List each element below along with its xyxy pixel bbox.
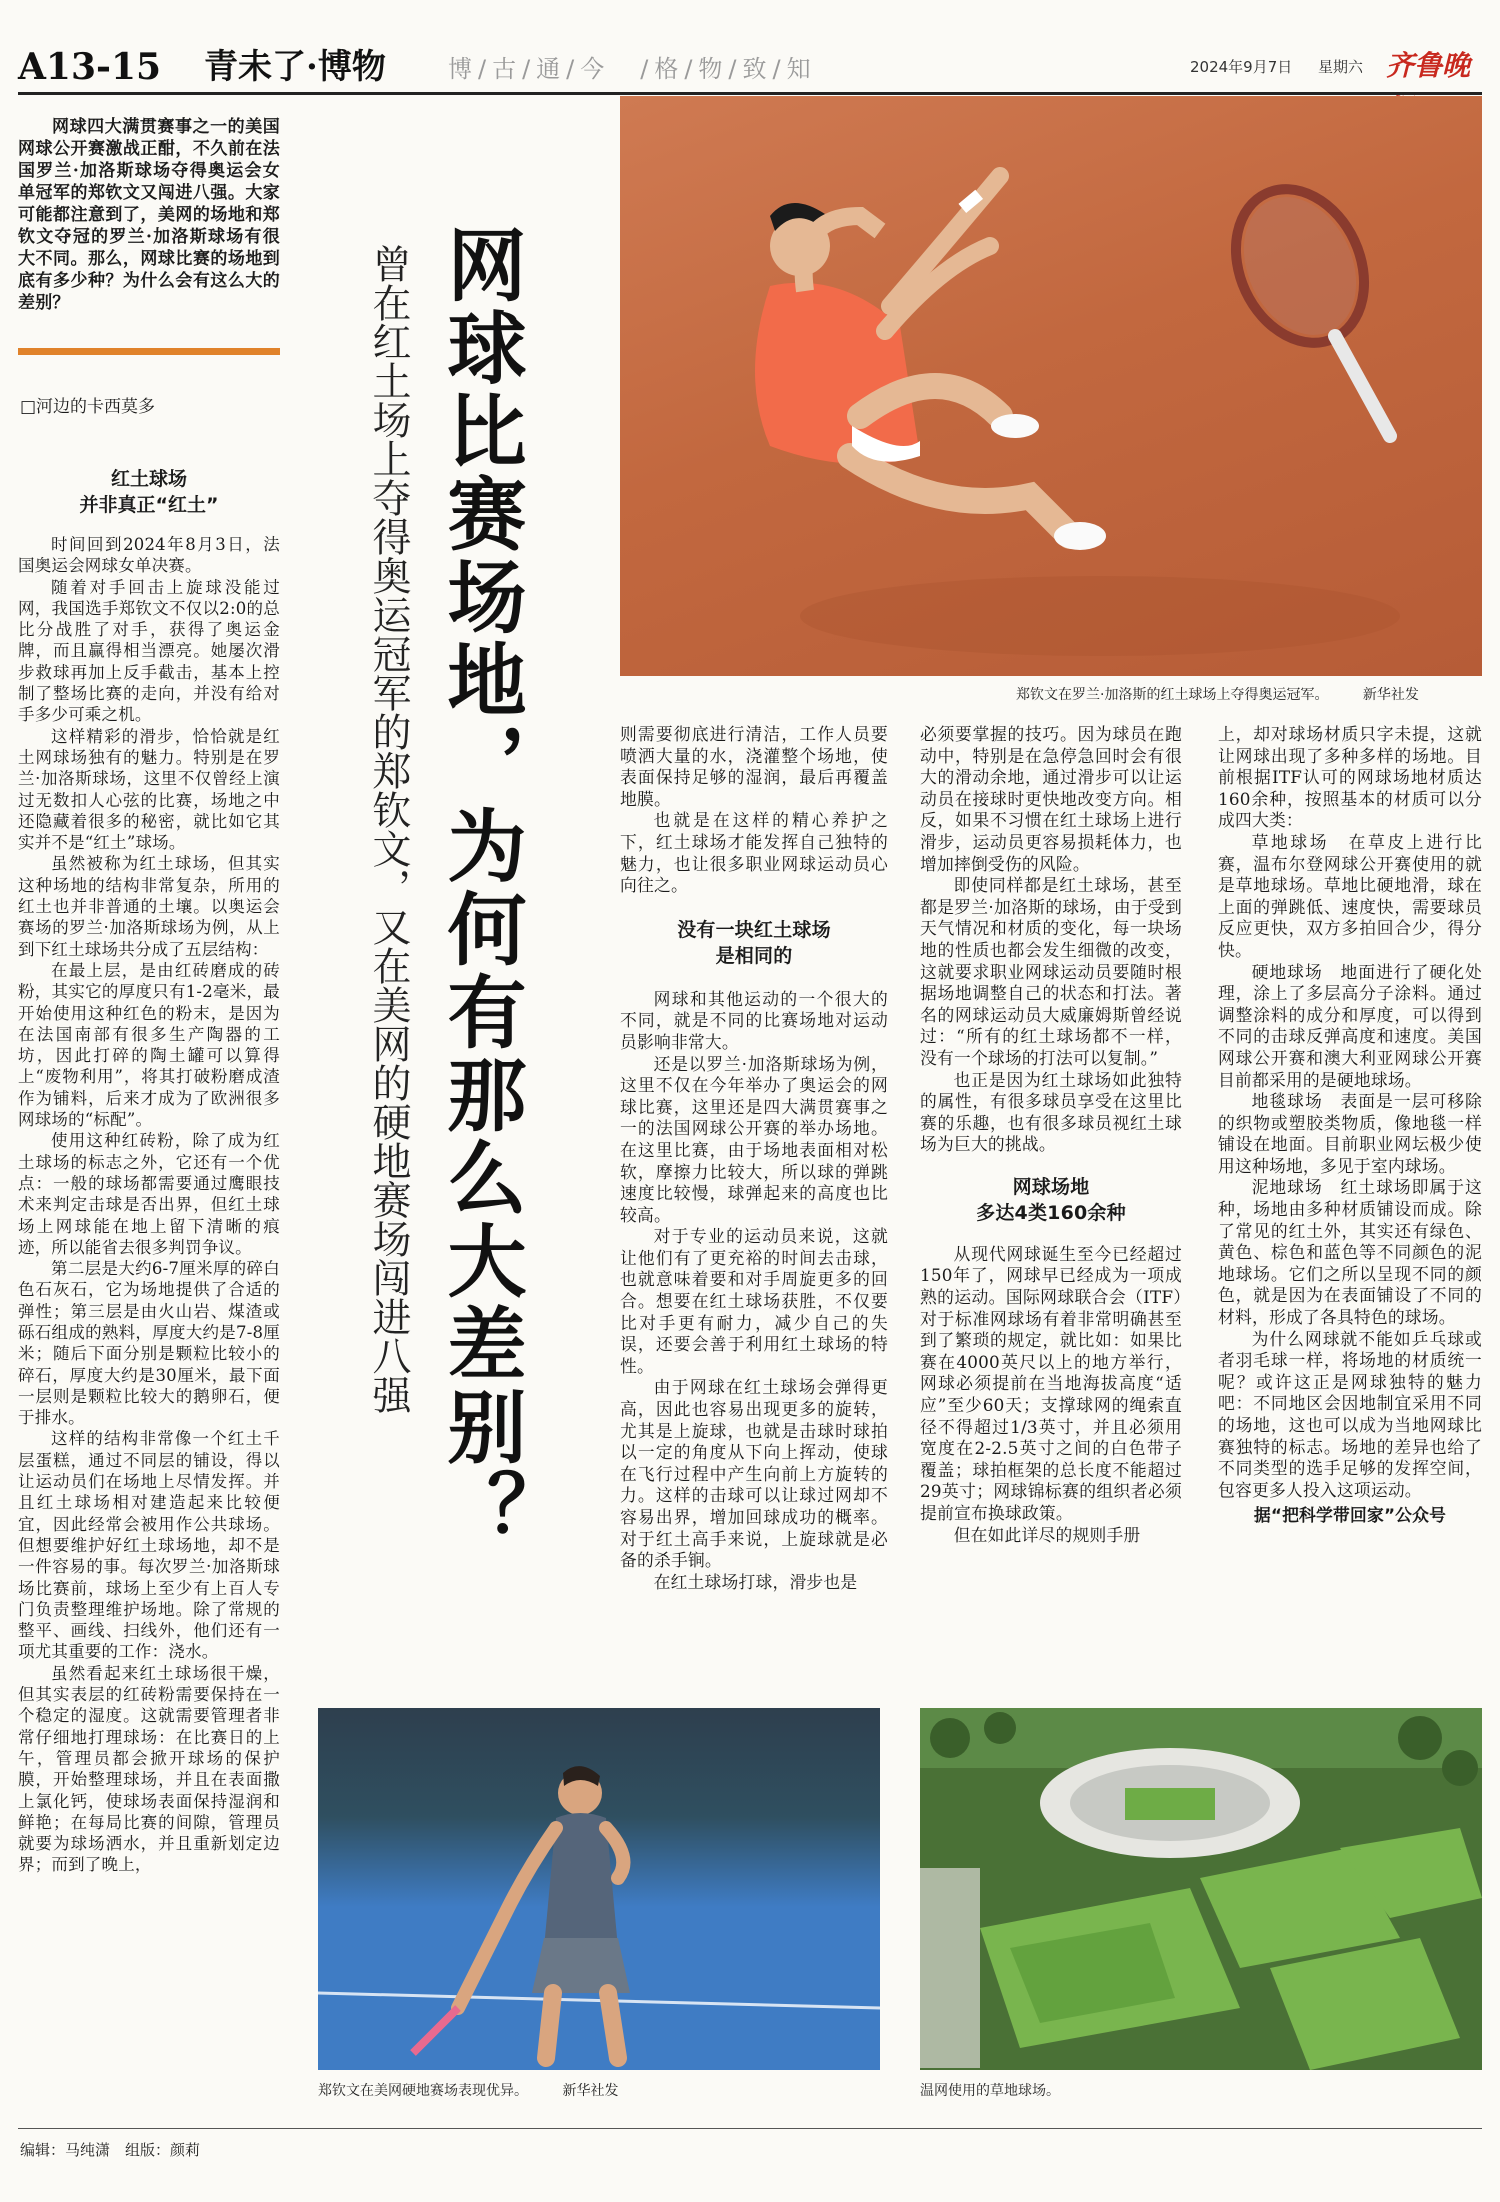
paragraph: 也正是因为红土球场如此独特的属性，有很多球员享受在这里比赛的乐趣，也有很多球员视红土球场为巨大的挑战。: [920, 1069, 1182, 1155]
photo-clay-court-celebration: [620, 96, 1482, 676]
article-subtitle: 曾在红土场上夺得奥运冠军的郑钦文，又在美网的硬地赛场闯进八强: [366, 244, 411, 1414]
photo-left-caption-text: 郑钦文在美网硬地赛场表现优异。: [318, 2083, 528, 2099]
source-line: 据“把科学带回家”公众号: [1253, 1505, 1447, 1526]
lead-paragraph: 网球四大满贯赛事之一的美国网球公开赛激战正酣，不久前在法国罗兰·加洛斯球场夺得奥运会女单冠军的郑钦文又闯进八强。大家可能都注意到了，美网的场地和郑钦文夺冠的罗兰·加洛斯球场有很大不同。那么，网球比赛的场地到底有多少种？为什么会有这么大的差别？: [18, 117, 280, 313]
issue-weekday: 星期六: [1318, 58, 1364, 76]
page-code: A13-15: [18, 46, 162, 88]
paragraph: 这样的结构非常像一个红土千层蛋糕，通过不同层的铺设，得以让运动员们在场地上尽情发挥。并且红土球场相对建造起来比较便宜，因此经常会被用作公共球场。但想要维护好红土球场地，却不是一件容易的事。每次罗兰·加洛斯球场比赛前，球场上至少有上百人专门负责整理维护场地。除了常规的整平、画线、扫线外，他们还有一项尤其重要的工作：浇水。: [18, 1429, 280, 1662]
article-title: 网球比赛场地，为何有那么大差别？: [434, 224, 526, 1552]
heading-court-types-line1: 网球场地: [1012, 1175, 1090, 1198]
paragraph: 为什么网球就不能如乒乓球或者羽毛球一样，将场地的材质统一呢？或许这正是网球独特的魅力吧：不同地区会因地制宜采用不同的场地，这也可以成为当地网球比赛独特的标志。场地的差异也给了不同类型的选手足够的发挥空间，包容更多人投入这项运动。: [1218, 1328, 1482, 1500]
heading-no-same-court-line2: 是相同的: [715, 944, 793, 967]
paragraph: 这样精彩的滑步，恰恰就是红土网球场独有的魅力。特别是在罗兰·加洛斯球场，这里不仅曾经上演过无数扣人心弦的比赛，场地之中还隐藏着很多的秘密，就比如它其实并不是“红土”球场。: [18, 726, 280, 853]
paragraph: 则需要彻底进行清洁，工作人员要喷洒大量的水，浇灌整个场地，使表面保持足够的湿润，最后再覆盖地膜。: [620, 724, 888, 809]
photo-right-caption: 温网使用的草地球场。: [920, 2083, 1060, 2099]
issue-date: 2024年9月7日: [1190, 58, 1293, 76]
photo-top-caption-text: 郑钦文在罗兰·加洛斯的红土球场上夺得奥运冠军。: [1016, 687, 1329, 703]
photo-left-credit: 新华社发: [562, 2083, 619, 2099]
paragraph: 硬地球场 地面进行了硬化处理，涂上了多层高分子涂料。通过调整涂料的成分和厚度，可以得到不同的击球反弹高度和速度。美国网球公开赛和澳大利亚网球公开赛目前都采用的是硬地球场。: [1218, 961, 1482, 1090]
section-motto: 博/古/通/今 /格/物/致/知: [448, 55, 817, 83]
paragraph: 在最上层，是由红砖磨成的砖粉，其实它的厚度只有1-2毫米，最开始使用这种红色的粉末，是因为在法国南部有很多生产陶器的工坊，因此打碎的陶土罐可以算得上“废物利用”，将其打破粉磨成渣作为铺料，后来才成为了欧洲很多网球场的“标配”。: [18, 960, 280, 1130]
paragraph: 虽然被称为红土球场，但其实这种场地的结构非常复杂，所用的红土也并非普通的土壤。以奥运会赛场的罗兰·加洛斯球场为例，从上到下红土球场共分成了五层结构：: [18, 854, 280, 959]
paragraph: 虽然看起来红土球场很干燥，但其实表层的红砖粉需要保持在一个稳定的湿度。这就需要管理者非常仔细地打理球场：在比赛日的上午，管理员都会掀开球场的保护膜，开始整理球场，并且在表面撒上氯化钙，使球场表面保持湿润和鲜艳；在每局比赛的间隙，管理员就要为球场洒水，并且重新划定边界；而到了晚上，: [18, 1663, 280, 1875]
heading-court-types: [920, 1174, 1182, 1226]
section-name: 青未了·博物: [204, 47, 386, 87]
paragraph: 泥地球场 红土球场即属于这种，场地由多种材质铺设而成。除了常见的红土外，其实还有绿色、黄色、棕色和蓝色等不同颜色的泥地球场。它们之所以呈现不同的颜色，就是因为在表面铺设了不同的材料，形成了各具特色的球场。: [1218, 1177, 1482, 1328]
masthead: [18, 44, 1482, 90]
paragraph: 草地球场 在草皮上进行比赛，温布尔登网球公开赛使用的就是草地球场。草地比硬地滑，球在上面的弹跳低、速度快，需要球员反应更快，双方多拍回合少，得分快。: [1218, 831, 1482, 960]
paragraph: 即使同样都是红土球场，甚至都是罗兰·加洛斯的球场，由于受到天气情况和材质的变化，每一块场地的性质也都会发生细微的改变，这就要求职业网球运动员要随时根据场地调整自己的状态和打法。著名的网球运动员大威廉姆斯曾经说过：“所有的红土球场都不一样，没有一个球场的打法可以复制。”: [920, 875, 1182, 1068]
heading-no-same-court-line1: 没有一块红土球场: [677, 918, 831, 941]
paragraph: 地毯球场 表面是一层可移除的织物或塑胶类物质，像地毯一样铺设在地面。目前职业网坛极少使用这种场地，多见于室内球场。: [1218, 1091, 1482, 1176]
author-byline: □河边的卡西莫多: [20, 397, 156, 417]
heading-red-clay: [18, 466, 280, 518]
heading-no-same-court: [620, 917, 888, 969]
clay-scene-illustration: [620, 96, 1482, 676]
heading-red-clay-line1: 红土球场: [110, 468, 187, 490]
photo-top-caption: [1016, 684, 1482, 704]
photo-hard-court: [318, 1708, 880, 2070]
paragraph: 使用这种红砖粉，除了成为红土球场的标志之外，它还有一个优点：一般的球场都需要通过鹰眼技术来判定击球是否出界，但红土球场上网球能在地上留下清晰的痕迹，所以能省去很多判罚争议。: [18, 1131, 280, 1257]
footer-editors: 编辑：马纯潇 组版：颜莉: [20, 2141, 201, 2159]
paragraph: 网球和其他运动的一个很大的不同，就是不同的比赛场地对运动员影响非常大。: [620, 988, 888, 1052]
paragraph: 随着对手回击上旋球没能过网，我国选手郑钦文不仅以2:0的总比分战胜了对手，获得了奥运金牌，而且赢得相当漂亮。她屡次滑步救球再加上反手截击，基本上控制了整场比赛的走向，并没有给对手多少可乘之机。: [18, 577, 280, 725]
paragraph: 在红土球场打球，滑步也是: [653, 1571, 858, 1592]
paragraph: 时间回到2024年8月3日，法国奥运会网球女单决赛。: [18, 535, 280, 576]
footer-rule: [18, 2128, 1482, 2129]
lead-divider: [18, 348, 280, 355]
masthead-rule: [18, 92, 1482, 95]
heading-red-clay-line2: 并非真正“红土”: [79, 494, 219, 516]
body-column-2: [620, 724, 888, 1593]
heading-court-types-line2: 多达4类160余种: [976, 1201, 1126, 1224]
paragraph: 第二层是大约6-7厘米厚的碎白色石灰石，它为场地提供了合适的弹性；第三层是由火山岩、煤渣或砾石组成的熟料，厚度大约是7-8厘米；随后下面分别是颗粒比较小的碎石，厚度大约是30厘米，最下面一层则是颗粒比较大的鹅卵石，便于排水。: [18, 1259, 280, 1428]
paragraph: 必须要掌握的技巧。因为球员在跑动中，特别是在急停急回时会有很大的滑动余地，通过滑步可以让运动员在接球时更快地改变方向。相反，如果不习惯在红土球场上进行滑步，运动员更容易损耗体力，也增加摔倒受伤的风险。: [920, 724, 1182, 874]
body-column-4: [1218, 724, 1482, 1527]
paragraph: 还是以罗兰·加洛斯球场为例，这里不仅在今年举办了奥运会的网球比赛，这里还是四大满贯赛事之一的法国网球公开赛的举办场地。在这里比赛，由于场地表面相对松软，摩擦力比较大，所以球的弹跳速度比较慢，球弹起来的高度也比较高。: [620, 1053, 888, 1225]
grass-court-illustration: [920, 1708, 1482, 2070]
paragraph: 但在如此详尽的规则手册: [953, 1524, 1141, 1545]
paragraph: 上，却对球场材质只字未提，这就让网球出现了多种多样的场地。目前根据ITF认可的网球场地材质达160余种，按照基本的材质可以分成四大类：: [1218, 724, 1482, 831]
photo-left-caption: [318, 2080, 880, 2100]
body-column-3: [920, 724, 1182, 1546]
paragraph: 从现代网球诞生至今已经超过150年了，网球早已经成为一项成熟的运动。国际网球联合会（ITF）对于标准网球场有着非常明确甚至到了繁琐的规定，就比如：如果比赛在4000英尺以上的地方举行，网球必须提前在当地海拔高度“适应”至少60天；支撑球网的绳索直径不得超过1/3英寸，并且必须用宽度在2-2.5英寸之间的白色带子覆盖；球拍框架的总长度不能超过29英寸；网球锦标赛的组织者必须提前宣布换球政策。: [920, 1243, 1182, 1523]
paragraph: 对于专业的运动员来说，这就让他们有了更充裕的时间去击球，也就意味着要和对手周旋更多的回合。想要在红土球场获胜，不仅要比对手更有耐力，减少自己的失误，还要会善于利用红土球场的特性。: [620, 1226, 888, 1376]
paper-logo: 齐鲁晚: [1386, 49, 1471, 82]
photo-top-credit: 新华社发: [1362, 687, 1419, 703]
body-column-1: [18, 534, 280, 1876]
photo-grass-court-aerial: [920, 1708, 1482, 2070]
paragraph: 由于网球在红土球场会弹得更高，因此也容易出现更多的旋转，尤其是上旋球，也就是击球时球拍以一定的角度从下向上挥动，使球在飞行过程中产生向前上方旋转的力。这样的击球可以让球过网却不容易出界，增加回球成功的概率。对于红土高手来说，上旋球就是必备的杀手锏。: [620, 1377, 888, 1571]
hard-court-illustration: [318, 1708, 880, 2070]
paragraph: 也就是在这样的精心养护之下，红土球场才能发挥自己独特的魅力，也让很多职业网球运动员心向往之。: [620, 810, 888, 896]
